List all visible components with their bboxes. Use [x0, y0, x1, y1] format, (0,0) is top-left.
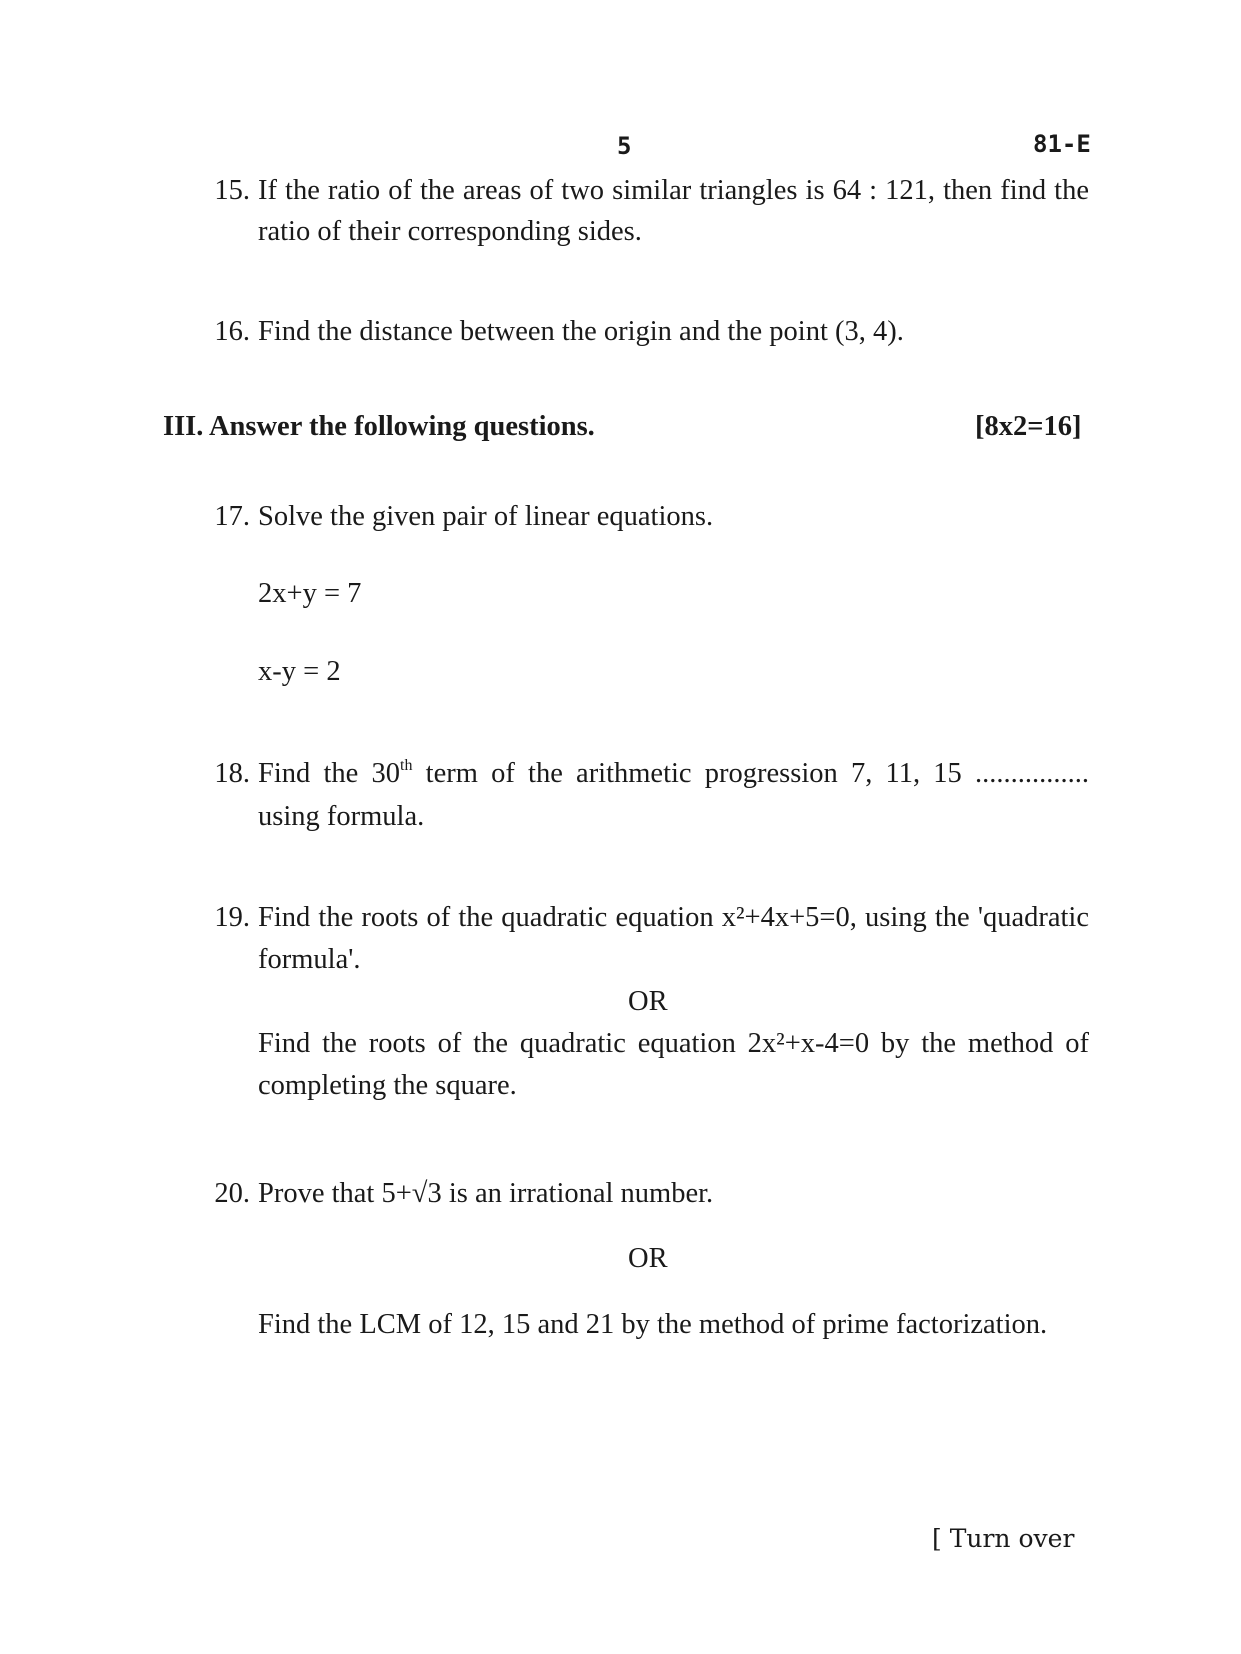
question-19-or: OR — [628, 986, 668, 1017]
equation-2: x-y = 2 — [258, 656, 341, 687]
question-18-text-b: term of the arithmetic progression 7, 11, 15 ................ — [412, 758, 1089, 789]
question-18-line-2: using formula. — [258, 801, 425, 832]
question-19-alt-line-2: completing the square. — [258, 1070, 517, 1101]
paper-code: 81-E — [1033, 130, 1091, 158]
question-16-line-1: Find the distance between the origin and the point (3, 4). — [258, 316, 904, 347]
question-18-line-1 — [258, 757, 1089, 789]
turn-over-note: [ Turn over — [932, 1524, 1075, 1553]
question-18-number: 18. — [214, 758, 250, 789]
section-3-marks: [8x2=16] — [975, 411, 1082, 442]
question-20-or: OR — [628, 1243, 668, 1274]
question-19-alt-line-1: Find the roots of the quadratic equation 2x²+x-4=0 by the method of — [258, 1028, 1089, 1059]
question-20-line-1: Prove that 5+√3 is an irrational number. — [258, 1178, 714, 1209]
question-20-alt-line-1: Find the LCM of 12, 15 and 21 by the method of prime factorization. — [258, 1309, 1048, 1340]
equation-1: 2x+y = 7 — [258, 578, 362, 609]
question-18-text-a: Find the 30 — [258, 758, 400, 789]
question-17-number: 17. — [214, 501, 250, 532]
question-19-line-1: Find the roots of the quadratic equation x²+4x+5=0, using the 'quadratic — [258, 902, 1089, 933]
question-15-number: 15. — [214, 175, 250, 206]
question-19-number: 19. — [214, 902, 250, 933]
question-15-line-1: If the ratio of the areas of two similar triangles is 64 : 121, then find the — [258, 175, 1089, 206]
question-15-line-2: ratio of their corresponding sides. — [258, 216, 642, 247]
question-16-number: 16. — [214, 316, 250, 347]
question-20-number: 20. — [214, 1178, 250, 1209]
question-19-line-2: formula'. — [258, 944, 361, 975]
question-17-line-1: Solve the given pair of linear equations. — [258, 501, 714, 532]
section-3-title: III. Answer the following questions. — [163, 411, 595, 442]
page-number: 5 — [617, 132, 632, 160]
question-18-superscript: th — [400, 757, 413, 774]
